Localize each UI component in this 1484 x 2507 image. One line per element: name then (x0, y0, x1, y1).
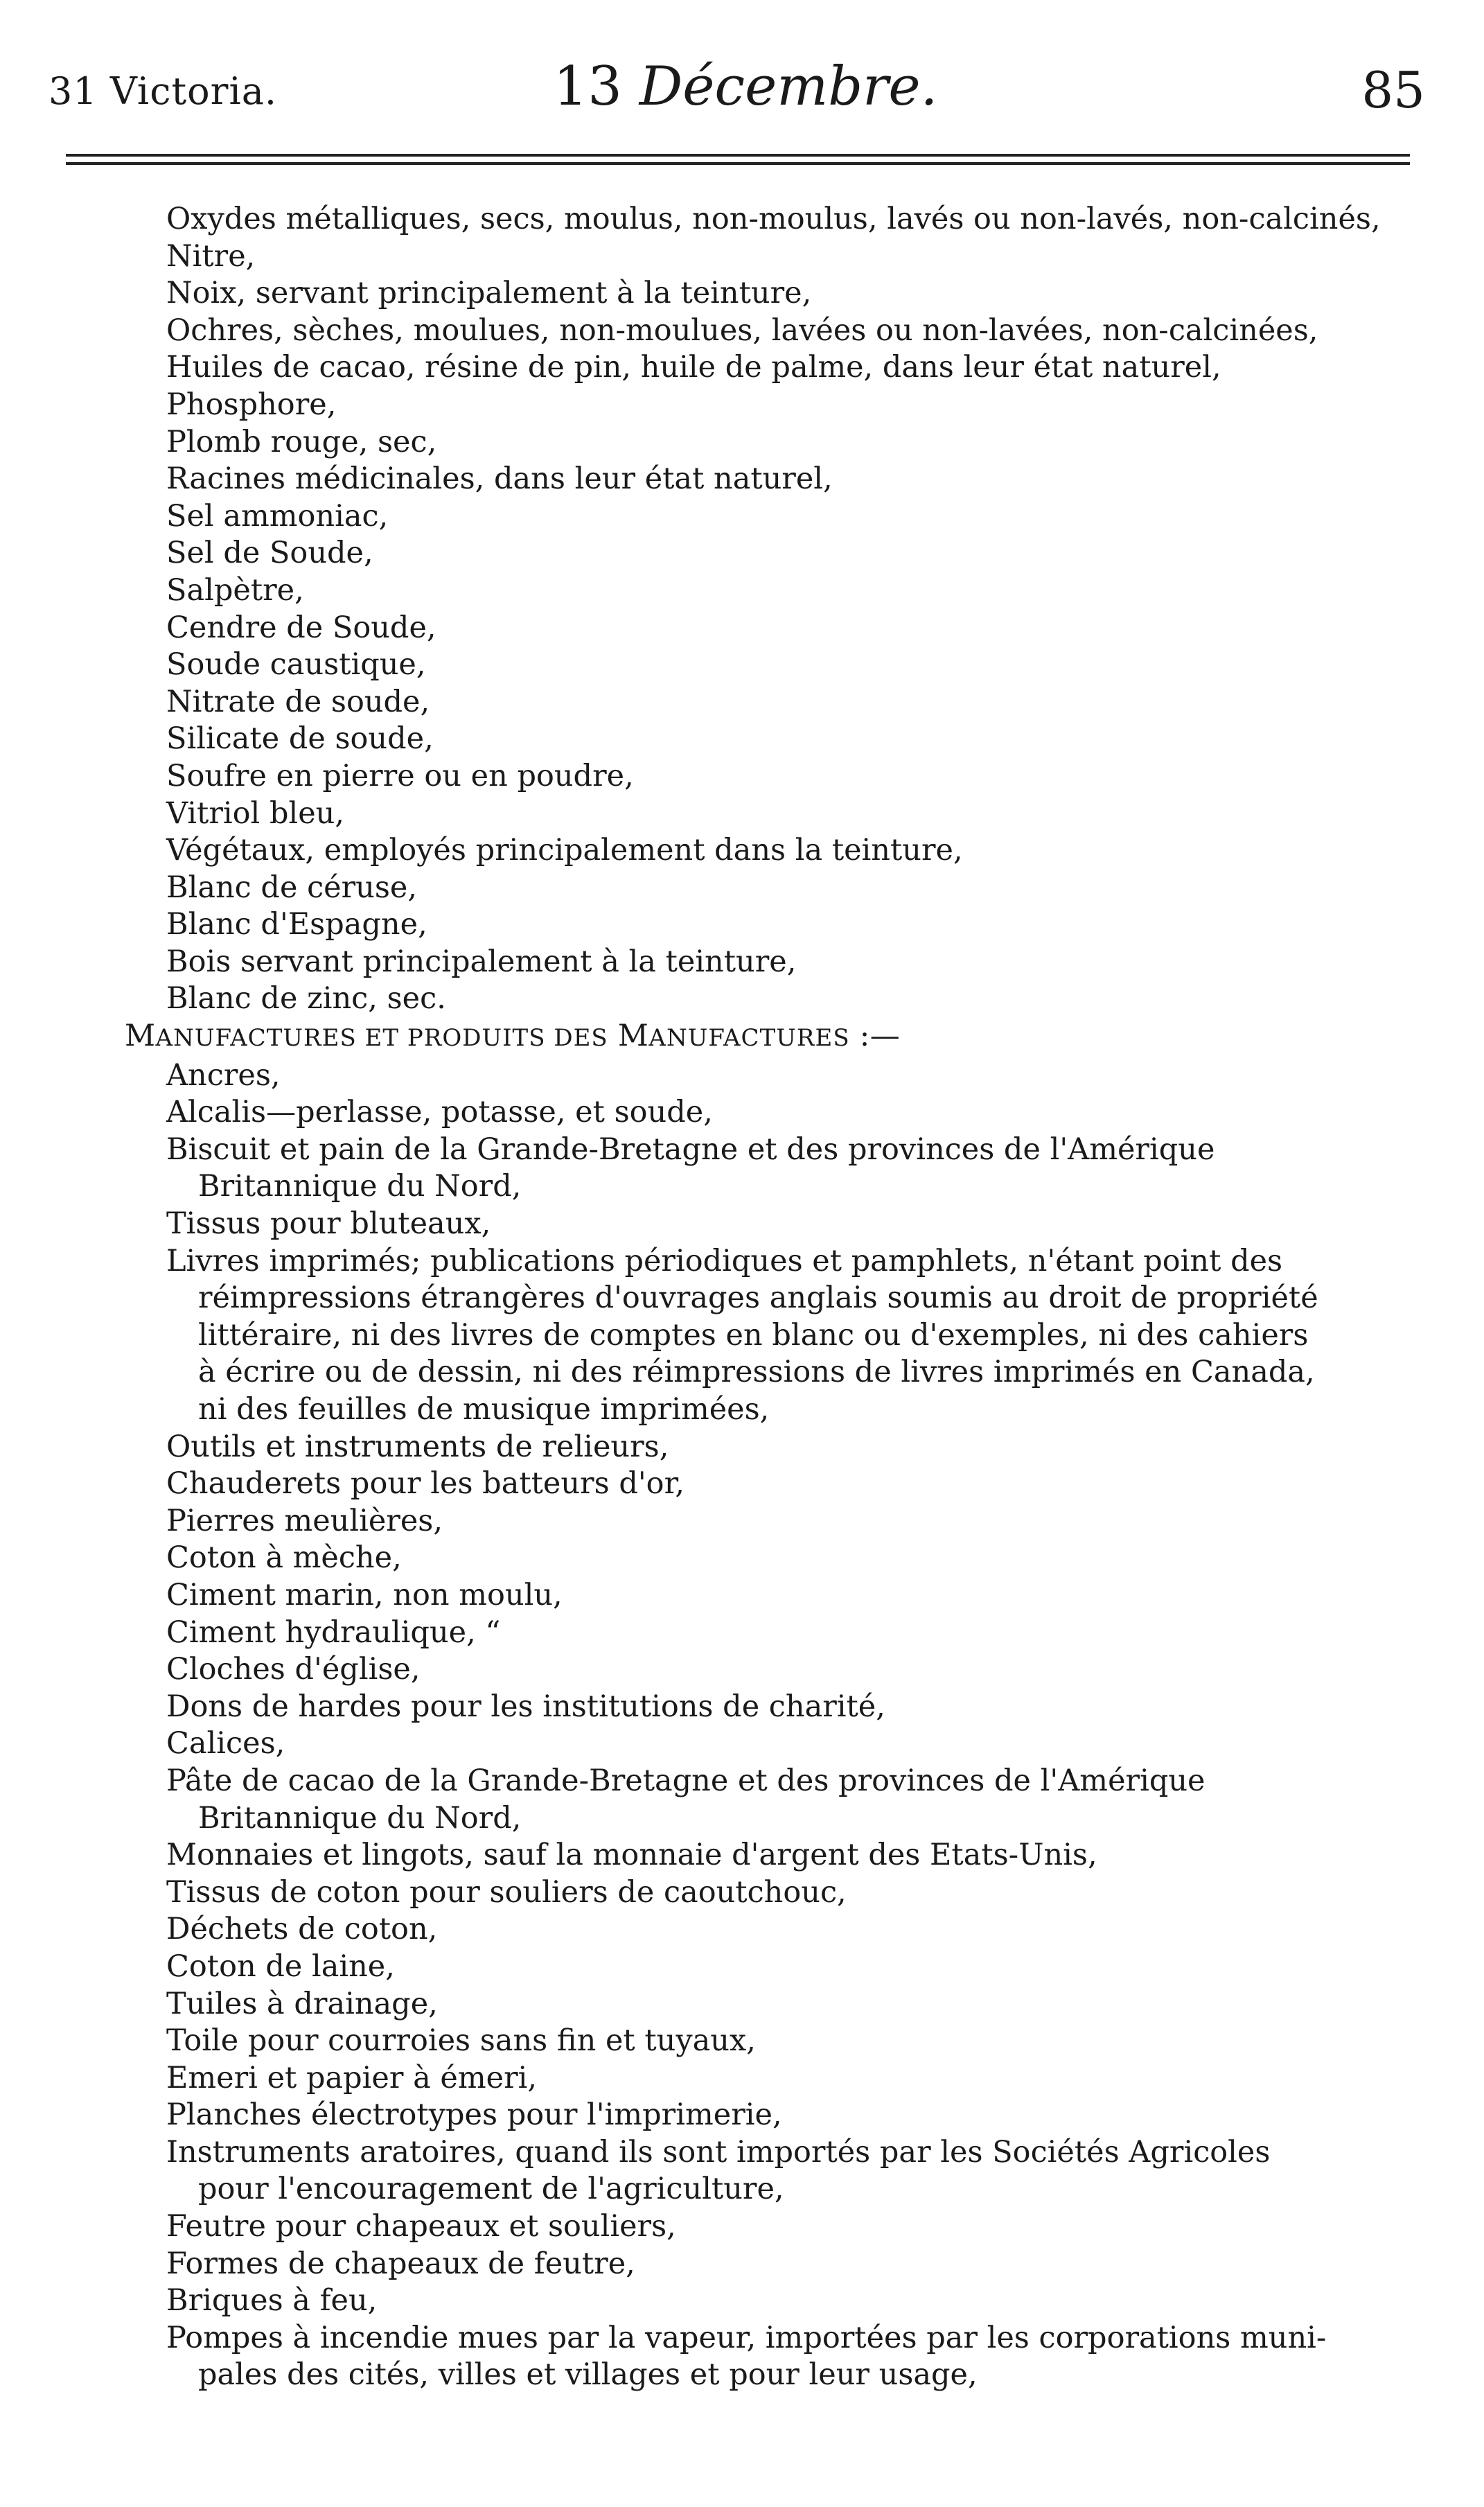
list-item (166, 1874, 1434, 1912)
list-item: Blanc d'Espagne, (166, 907, 427, 942)
list-item-continuation: réimpressions étrangères d'ouvrages anglais soumis au droit de propriété (198, 1281, 1318, 1316)
list-item (166, 1132, 1434, 1206)
list-item-line: Déchets de coton, (166, 1912, 438, 1947)
list-item (166, 2208, 1434, 2246)
list-item-line: Feutre pour chapeaux et souliers, (166, 2209, 676, 2244)
list-item (166, 1466, 1434, 1503)
item-list-manufactures (166, 1057, 1434, 2394)
header-rule (66, 154, 1410, 157)
list-item (166, 1243, 1434, 1429)
list-item-line: Planches électrotypes pour l'imprimerie, (166, 2097, 782, 2133)
list-item-line: Chauderets pour les batteurs d'or, (166, 1466, 685, 1502)
list-item-continuation: à écrire ou de dessin, ni des réimpressions de livres imprimés en Canada, (198, 1355, 1315, 1390)
page-number: 85 (1361, 61, 1425, 119)
list-item (166, 1206, 1434, 1243)
list-item-line: Calices, (166, 1726, 285, 1761)
list-item-continuation: pales des cités, villes et villages et pour leur usage, (198, 2357, 978, 2393)
list-item: Soude caustique, (166, 647, 426, 683)
list-item (166, 2023, 1434, 2060)
list-item (166, 2282, 1434, 2320)
list-item (166, 1057, 1434, 1095)
running-head-date (48, 55, 1442, 118)
list-item: Plomb rouge, sec, (166, 424, 437, 459)
list-item-line: Emeri et papier à émeri, (166, 2060, 538, 2095)
list-item-continuation: Britannique du Nord, (198, 1169, 522, 1204)
list-item (166, 1094, 1434, 1132)
list-item: Sel ammoniac, (166, 498, 389, 534)
list-item: Sel de Soude, (166, 536, 373, 571)
list-item-line: Pâte de cacao de la Grande-Bretagne et des provinces de l'Amérique (166, 1763, 1205, 1798)
list-item-line: Pompes à incendie mues par la vapeur, importées par les corporations muni- (166, 2320, 1327, 2355)
list-item-line: Livres imprimés; publications périodiques et pamphlets, n'étant point des (166, 1243, 1283, 1278)
date-day: 13 (553, 55, 622, 118)
list-item (166, 1949, 1434, 1986)
list-item-line: Toile pour courroies sans fin et tuyaux, (166, 2023, 756, 2059)
list-item-line: Briques à feu, (166, 2283, 378, 2319)
list-item (166, 1725, 1434, 1763)
list-item-line: Dons de hardes pour les institutions de charité, (166, 1689, 885, 1724)
list-item (166, 1503, 1434, 1540)
list-item-line: Outils et instruments de relieurs, (166, 1429, 669, 1464)
list-item-line: Ciment marin, non moulu, (166, 1577, 563, 1612)
list-item (166, 1986, 1434, 2023)
list-item-line: Alcalis—perlasse, potasse, et soude, (166, 1095, 713, 1130)
list-item (166, 1763, 1434, 1837)
list-item-continuation: littéraire, ni des livres de comptes en blanc ou d'exemples, ni des cahiers (198, 1317, 1309, 1353)
list-item (166, 1577, 1434, 1615)
list-item (166, 1689, 1434, 1726)
page-header (48, 49, 1442, 132)
list-item-line: Cloches d'église, (166, 1652, 421, 1687)
list-item-line: Instruments aratoires, quand ils sont importés par les Sociétés Agricoles (166, 2134, 1271, 2170)
list-item: Ochres, sèches, moulues, non-moulues, lavées ou non-lavées, non-calcinées, (166, 313, 1318, 348)
date-month: Décembre. (639, 55, 938, 118)
list-item: Cendre de Soude, (166, 610, 436, 645)
list-item: Silicate de soude, (166, 721, 434, 757)
list-item (166, 1837, 1434, 1874)
page-body (125, 201, 1434, 2394)
list-item: Oxydes métalliques, secs, moulus, non-moulus, lavés ou non-lavés, non-calcinés, (166, 202, 1381, 236)
list-item-line: Coton de laine, (166, 1949, 395, 1984)
list-item: Racines médicinales, dans leur état naturel, (166, 461, 833, 497)
list-item: Huiles de cacao, résine de pin, huile de palme, dans leur état naturel, (166, 350, 1221, 385)
list-item: Phosphore, (166, 387, 337, 422)
list-item (166, 2246, 1434, 2283)
list-item: Vitriol bleu, (166, 795, 345, 831)
list-item-continuation: ni des feuilles de musique imprimées, (198, 1392, 770, 1427)
list-item-line: Tissus pour bluteaux, (166, 1206, 491, 1242)
list-item (166, 1429, 1434, 1466)
list-item: Bois servant principalement à la teinture, (166, 944, 797, 979)
list-item (166, 2060, 1434, 2097)
item-list-chemicals (166, 201, 1434, 1018)
list-item (166, 1911, 1434, 1949)
list-item-line: Biscuit et pain de la Grande-Bretagne et des provinces de l'Amérique (166, 1132, 1215, 1167)
list-item-line: Ciment hydraulique, “ (166, 1615, 501, 1650)
running-head-left: 31 Victoria. (48, 69, 278, 113)
list-item-line: Tissus de coton pour souliers de caoutchouc, (166, 1874, 847, 1910)
list-item: Noix, servant principalement à la teinture, (166, 276, 812, 311)
list-item-line: Ancres, (166, 1057, 281, 1093)
list-item-line: Pierres meulières, (166, 1503, 443, 1538)
list-item (166, 1540, 1434, 1577)
list-item-line: Monnaies et lingots, sauf la monnaie d'argent des Etats-Unis, (166, 1838, 1097, 1873)
list-item: Soufre en pierre ou en poudre, (166, 758, 634, 793)
list-item (166, 2097, 1434, 2134)
list-item (166, 2320, 1434, 2394)
list-item: Végétaux, employés principalement dans la teinture, (166, 833, 963, 868)
list-item-continuation: Britannique du Nord, (198, 1800, 522, 1836)
list-item: Blanc de zinc, sec. (166, 981, 446, 1017)
section-heading: MANUFACTURES ET PRODUITS DES MANUFACTURES :— (125, 1019, 901, 1054)
list-item-line: Formes de chapeaux de feutre, (166, 2246, 635, 2281)
list-item-line: Coton à mèche, (166, 1540, 402, 1576)
list-item: Blanc de céruse, (166, 870, 418, 905)
list-item (166, 1651, 1434, 1689)
list-item (166, 2134, 1434, 2208)
list-item: Nitre, (166, 238, 256, 274)
list-item-line: Tuiles à drainage, (166, 1986, 438, 2021)
list-item: Nitrate de soude, (166, 684, 430, 719)
list-item: Salpètre, (166, 572, 304, 608)
header-rule (66, 162, 1410, 165)
list-item (166, 1615, 1434, 1652)
list-item-continuation: pour l'encouragement de l'agriculture, (198, 2172, 784, 2207)
header-rules (66, 154, 1410, 170)
